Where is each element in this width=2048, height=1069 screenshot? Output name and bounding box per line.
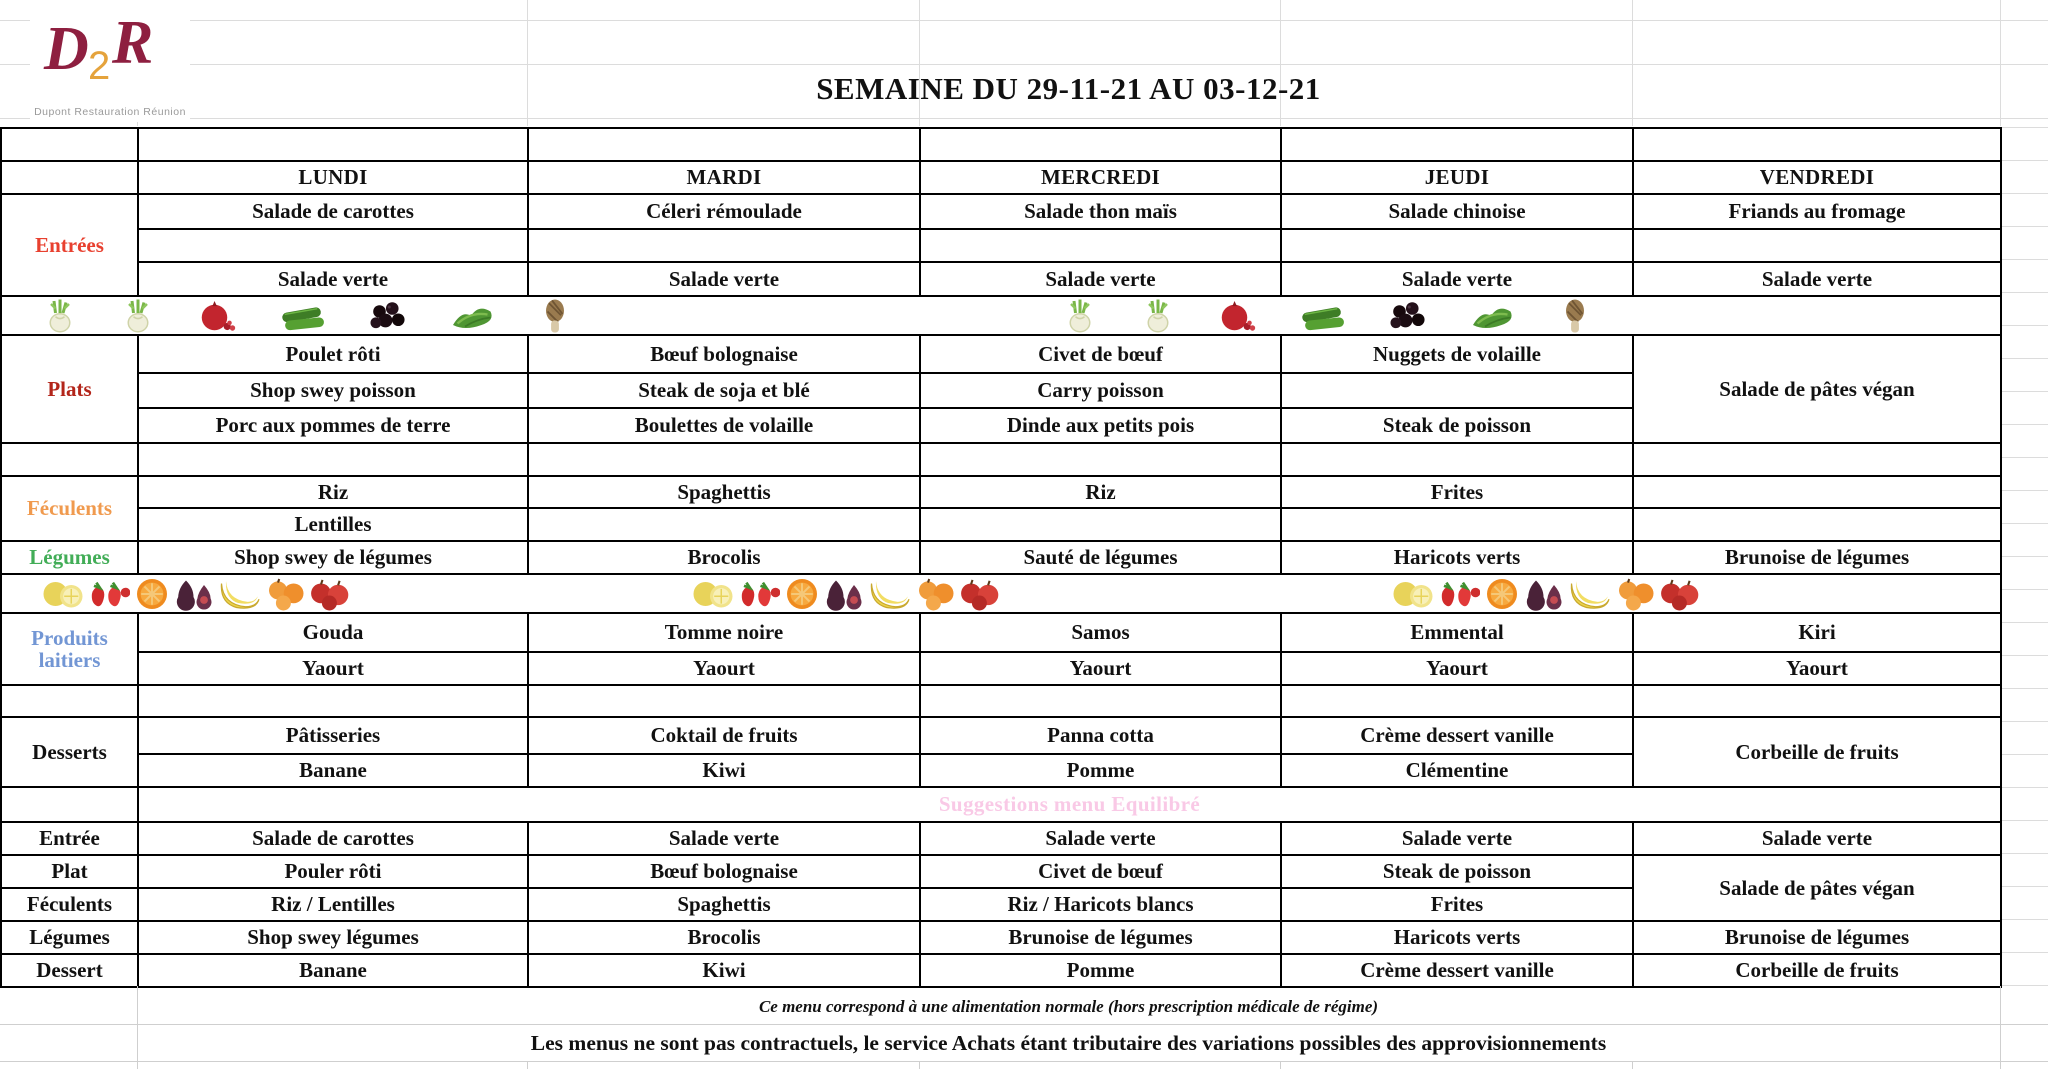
menu-cell: Salade verte (1633, 262, 2001, 296)
menu-cell: Pâtisseries (138, 717, 528, 754)
fig-icon (1524, 576, 1563, 612)
gridline (0, 1061, 2048, 1062)
vegetable-icon-band (1, 296, 2001, 335)
apples-icon (959, 576, 1001, 612)
apricot-icon (266, 576, 305, 612)
pomegranate-icon (198, 298, 237, 334)
gridline (0, 20, 2048, 21)
zucchini-icon (1299, 298, 1347, 334)
label-line: laitiers (38, 648, 101, 672)
gridline (0, 118, 2048, 119)
olives-icon (1389, 298, 1428, 334)
menu-cell: Riz / Haricots blancs (920, 888, 1281, 921)
menu-cell: Salade verte (1281, 822, 1633, 855)
footer-note-disclaimer: Les menus ne sont pas contractuels, le service Achats étant tributaire des variations possibles des approvisionnements (530, 1031, 1607, 1055)
menu-cell (528, 229, 920, 262)
fete-cell (920, 128, 1281, 161)
day-header-vendredi: VENDREDI (1633, 161, 2001, 194)
menu-cell (1281, 373, 1633, 408)
separator-cell (1281, 685, 1633, 717)
separator-cell (528, 443, 920, 476)
separator-cell (1, 443, 138, 476)
menu-cell (1633, 508, 2001, 541)
separator-cell (1281, 443, 1633, 476)
menu-cell: Carry poisson (920, 373, 1281, 408)
menu-cell: Salade verte (920, 262, 1281, 296)
menu-cell: Nuggets de volaille (1281, 335, 1633, 373)
logo-letter-2: 2 (88, 44, 111, 88)
menu-cell: Crème dessert vanille (1281, 717, 1633, 754)
separator-cell (138, 443, 528, 476)
menu-cell: Poulet rôti (138, 335, 528, 373)
gridline (919, 1062, 920, 1069)
menu-cell: Yaourt (1633, 652, 2001, 685)
lemon-icon (692, 576, 734, 612)
fruit-icon-cluster (1392, 576, 1701, 612)
menu-cell: Brunoise de légumes (1633, 921, 2001, 954)
separator-cell (528, 685, 920, 717)
suggestions-header: Suggestions menu Equilibré (138, 787, 2001, 822)
menu-cell: Bœuf bolognaise (528, 855, 920, 888)
gridline (137, 986, 138, 1069)
menu-cell: Salade verte (138, 262, 528, 296)
menu-cell-merged: Salade de pâtes végan (1633, 855, 2001, 921)
apples-icon (309, 576, 351, 612)
lemon-icon (1392, 576, 1434, 612)
day-header-lundi: LUNDI (138, 161, 528, 194)
menu-cell: Céleri rémoulade (528, 194, 920, 229)
section-label-entrees: Entrées (1, 194, 138, 296)
suggestion-row-label: Féculents (1, 888, 138, 921)
menu-cell: Yaourt (1281, 652, 1633, 685)
menu-cell: Boulettes de volaille (528, 408, 920, 443)
orange-icon (784, 576, 820, 612)
gridline (1632, 1062, 1633, 1069)
suggestion-row-label: Plat (1, 855, 138, 888)
fennel-icon (120, 298, 156, 334)
menu-cell: Clémentine (1281, 754, 1633, 787)
menu-cell: Yaourt (528, 652, 920, 685)
menu-cell: Shop swey poisson (138, 373, 528, 408)
olives-icon (369, 298, 408, 334)
menu-cell: Banane (138, 954, 528, 987)
menu-cell: Shop swey légumes (138, 921, 528, 954)
section-label-desserts: Desserts (1, 717, 138, 787)
fete-cell (528, 128, 920, 161)
menu-cell: Spaghettis (528, 888, 920, 921)
zucchini-icon (279, 298, 327, 334)
menu-cell: Frites (1281, 888, 1633, 921)
mushroom-icon (540, 298, 570, 334)
gridline (2000, 986, 2001, 1069)
menu-cell: Salade de carottes (138, 194, 528, 229)
fruit-icon-cluster (42, 576, 351, 612)
greens-icon (450, 298, 498, 334)
fennel-icon (1140, 298, 1176, 334)
section-label-legumes: Légumes (1, 541, 138, 574)
menu-cell: Salade thon maïs (920, 194, 1281, 229)
menu-cell: Bœuf bolognaise (528, 335, 920, 373)
menu-cell: Steak de poisson (1281, 855, 1633, 888)
menu-cell: Tomme noire (528, 613, 920, 652)
fig-icon (174, 576, 213, 612)
gridline (527, 1062, 528, 1069)
menu-cell: Civet de bœuf (920, 855, 1281, 888)
menu-cell (920, 508, 1281, 541)
gridline (0, 1024, 2048, 1025)
menu-cell: Brocolis (528, 541, 920, 574)
strawberry-icon (88, 576, 130, 612)
menu-cell: Corbeille de fruits (1633, 954, 2001, 987)
menu-cell: Frites (1281, 476, 1633, 508)
fruit-icon-band (1, 574, 2001, 613)
menu-cell: Porc aux pommes de terre (138, 408, 528, 443)
menu-cell: Emmental (1281, 613, 1633, 652)
fig-icon (824, 576, 863, 612)
menu-cell: Kiri (1633, 613, 2001, 652)
menu-cell-merged: Salade de pâtes végan (1633, 335, 2001, 443)
apples-icon (1659, 576, 1701, 612)
banana-icon (1567, 576, 1612, 612)
menu-cell: Spaghettis (528, 476, 920, 508)
menu-cell: Brunoise de légumes (920, 921, 1281, 954)
menu-cell: Haricots verts (1281, 541, 1633, 574)
section-label-feculents: Féculents (1, 476, 138, 541)
suggestion-row-label: Entrée (1, 822, 138, 855)
menu-cell: Riz / Lentilles (138, 888, 528, 921)
banana-icon (867, 576, 912, 612)
logo-letter-r: R (112, 9, 154, 77)
page-title: SEMAINE DU 29-11-21 AU 03-12-21 (816, 71, 1321, 106)
menu-cell: Salade verte (528, 262, 920, 296)
strawberry-icon (738, 576, 780, 612)
strawberry-icon (1438, 576, 1480, 612)
menu-cell: Friands au fromage (1633, 194, 2001, 229)
menu-cell: Salade verte (528, 822, 920, 855)
lemon-icon (42, 576, 84, 612)
menu-cell: Steak de poisson (1281, 408, 1633, 443)
fete-cell (1633, 128, 2001, 161)
pomegranate-icon (1218, 298, 1257, 334)
menu-cell: Crème dessert vanille (1281, 954, 1633, 987)
menu-cell (1281, 229, 1633, 262)
separator-cell (1, 685, 138, 717)
logo-letter-d: D (44, 15, 89, 83)
menu-cell: Banane (138, 754, 528, 787)
day-header-corner (1, 161, 138, 194)
menu-cell (1633, 229, 2001, 262)
menu-cell (138, 229, 528, 262)
menu-cell (920, 229, 1281, 262)
day-header-mardi: MARDI (528, 161, 920, 194)
menu-cell: Gouda (138, 613, 528, 652)
gridline (1280, 1062, 1281, 1069)
fruit-icon-cluster (692, 576, 1001, 612)
separator-cell (1633, 685, 2001, 717)
menu-cell: Brocolis (528, 921, 920, 954)
menu-cell: Samos (920, 613, 1281, 652)
menu-cell: Salade chinoise (1281, 194, 1633, 229)
logo-subtitle: Dupont Restauration Réunion (34, 106, 186, 118)
menu-cell: Kiwi (528, 754, 920, 787)
fennel-icon (1062, 298, 1098, 334)
label-line: Produits (31, 625, 108, 650)
menu-cell: Steak de soja et blé (528, 373, 920, 408)
section-label-plats: Plats (1, 335, 138, 443)
mushroom-icon (1560, 298, 1590, 334)
menu-cell: Pouler rôti (138, 855, 528, 888)
vegetable-icon-cluster (1062, 298, 1590, 334)
gridline (2000, 0, 2001, 126)
separator-cell (1633, 443, 2001, 476)
menu-cell: Salade de carottes (138, 822, 528, 855)
greens-icon (1470, 298, 1518, 334)
menu-cell: Shop swey de légumes (138, 541, 528, 574)
suggestion-row-label: Dessert (1, 954, 138, 987)
gridline (2000, 127, 2048, 986)
menu-table (0, 127, 2002, 988)
menu-cell: Yaourt (138, 652, 528, 685)
separator-cell (920, 685, 1281, 717)
menu-cell: Yaourt (920, 652, 1281, 685)
menu-cell (528, 508, 920, 541)
menu-cell: Sauté de légumes (920, 541, 1281, 574)
menu-cell: Pomme (920, 754, 1281, 787)
menu-cell: Lentilles (138, 508, 528, 541)
separator-cell (138, 685, 528, 717)
day-header-mercredi: MERCREDI (920, 161, 1281, 194)
menu-cell: Brunoise de légumes (1633, 541, 2001, 574)
section-label-laitiers (1, 613, 138, 685)
menu-cell: Haricots verts (1281, 921, 1633, 954)
fennel-icon (42, 298, 78, 334)
menu-cell (1281, 508, 1633, 541)
banana-icon (217, 576, 262, 612)
orange-icon (134, 576, 170, 612)
vegetable-icon-cluster (42, 298, 570, 334)
menu-cell: Salade verte (1281, 262, 1633, 296)
menu-cell: Pomme (920, 954, 1281, 987)
menu-cell-merged: Corbeille de fruits (1633, 717, 2001, 787)
fete-cell (138, 128, 528, 161)
menu-cell: Riz (920, 476, 1281, 508)
suggestion-row-label: Légumes (1, 921, 138, 954)
menu-cell: Coktail de fruits (528, 717, 920, 754)
footer-note-diet: Ce menu correspond à une alimentation normale (hors prescription médicale de régime) (758, 997, 1379, 1016)
menu-cell (1633, 476, 2001, 508)
menu-cell: Dinde aux petits pois (920, 408, 1281, 443)
menu-cell: Salade verte (1633, 822, 2001, 855)
separator-cell (920, 443, 1281, 476)
day-header-jeudi: JEUDI (1281, 161, 1633, 194)
menu-cell: Civet de bœuf (920, 335, 1281, 373)
menu-cell: Kiwi (528, 954, 920, 987)
fete-cell (1281, 128, 1633, 161)
apricot-icon (1616, 576, 1655, 612)
fete-du-jour-label: Fête du jour (1, 128, 138, 161)
menu-cell: Salade verte (920, 822, 1281, 855)
menu-cell: Panna cotta (920, 717, 1281, 754)
apricot-icon (916, 576, 955, 612)
menu-cell: Riz (138, 476, 528, 508)
suggestions-header-corner (1, 787, 138, 822)
orange-icon (1484, 576, 1520, 612)
